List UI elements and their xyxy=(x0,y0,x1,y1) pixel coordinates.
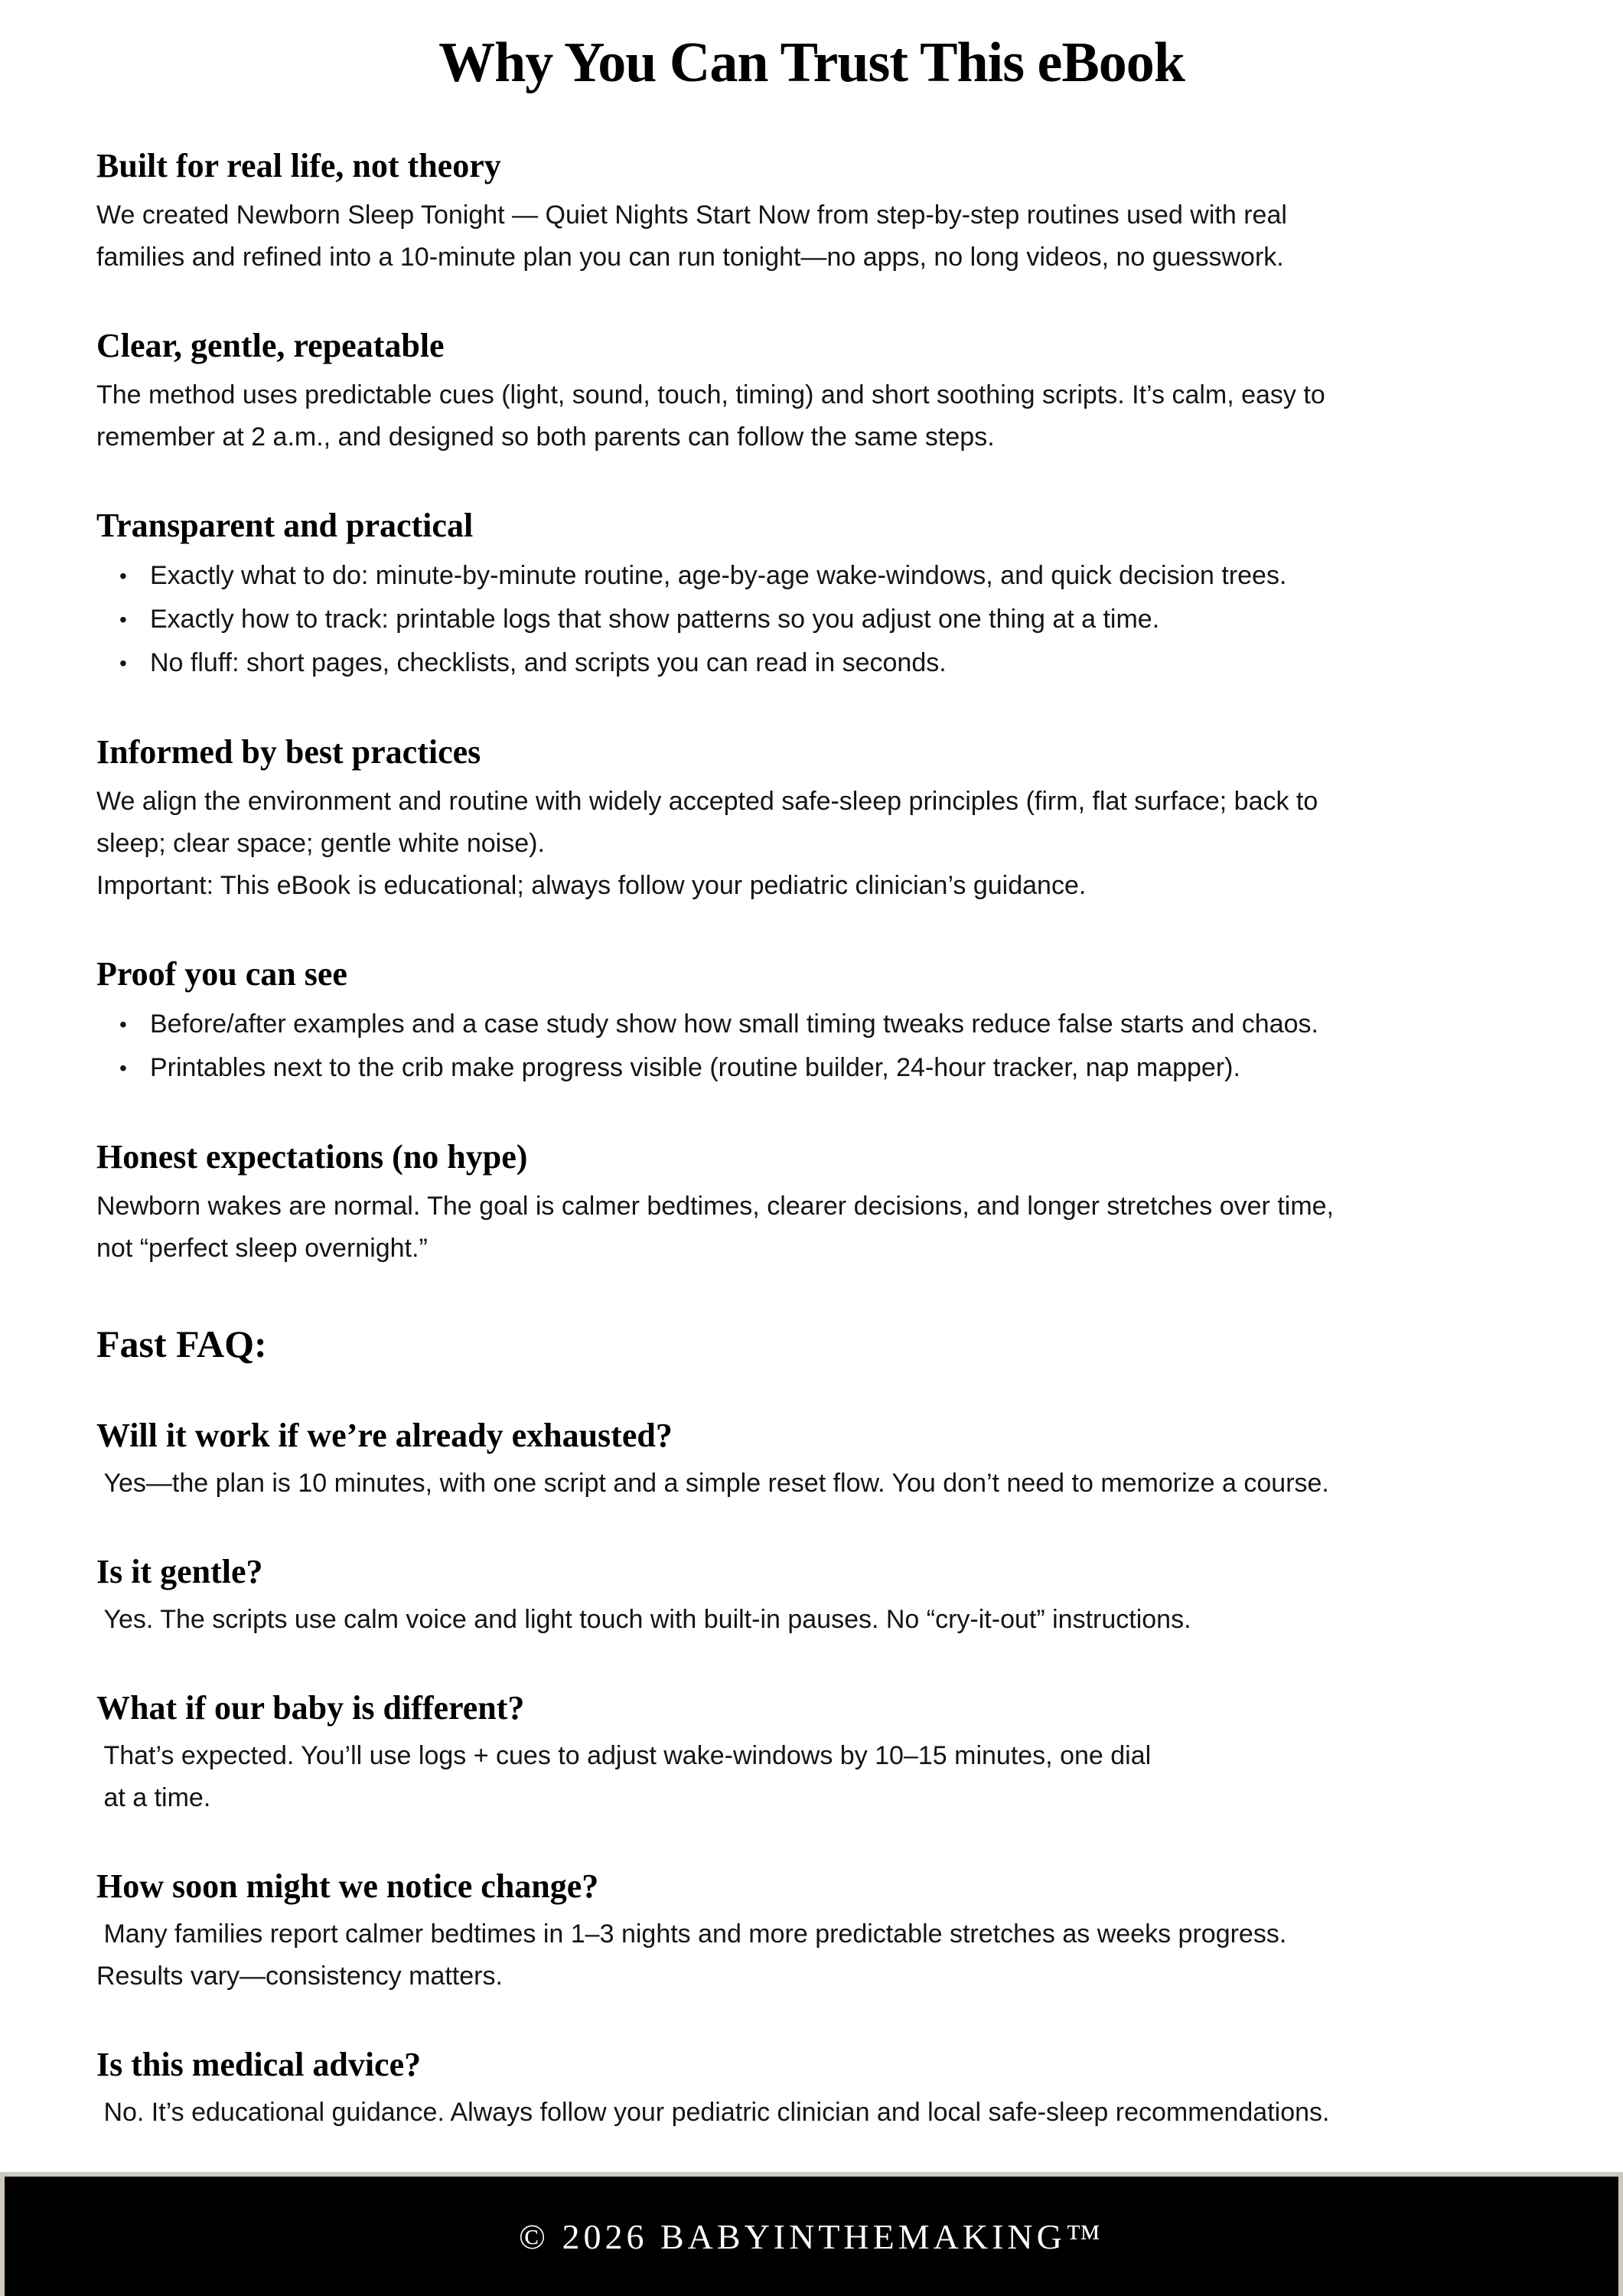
body-line: not “perfect sleep overnight.” xyxy=(96,1234,428,1264)
section-honest-expectations xyxy=(96,1136,1527,1270)
section-heading: Informed by best practices xyxy=(96,733,481,771)
faq-item-exhausted xyxy=(96,1414,1527,1505)
section-heading: Built for real life, not theory xyxy=(96,147,501,185)
body-line: families and refined into a 10-minute plan you can run tonight—no apps, no long videos, no guesswork. xyxy=(96,243,1284,272)
faq-question: Is this medical advice? xyxy=(96,2045,422,2083)
bullet-item: • Exactly how to track: printable logs that show patterns so you adjust one thing at a time. xyxy=(96,598,1527,641)
bullet-item: • Exactly what to do: minute-by-minute routine, age-by-age wake-windows, and quick decision trees. xyxy=(96,554,1527,598)
faq-question: What if our baby is different? xyxy=(96,1688,525,1727)
faq-item-how-soon xyxy=(96,1865,1527,1998)
section-heading: Honest expectations (no hype) xyxy=(96,1138,528,1176)
bullet-list xyxy=(96,1003,1527,1090)
body-line: We align the environment and routine with widely accepted safe-sleep principles (firm, flat surface; back to xyxy=(96,787,1318,817)
footer-copyright: © 2026 BABYINTHEMAKING™ xyxy=(519,2216,1104,2256)
faq-answer-line: That’s expected. You’ll use logs + cues to adjust wake-windows by 10–15 minutes, one dial xyxy=(96,1740,1152,1770)
body-line: We created Newborn Sleep Tonight — Quiet Nights Start Now from step-by-step routines used with real xyxy=(96,201,1287,230)
faq-item-gentle xyxy=(96,1551,1527,1641)
section-proof-you-can-see xyxy=(96,953,1527,1090)
faq-answer-line: Yes—the plan is 10 minutes, with one script and a simple reset flow. You don’t need to memorize a course. xyxy=(96,1468,1329,1498)
page-title: Why You Can Trust This eBook xyxy=(438,31,1185,94)
section-clear-gentle-repeatable xyxy=(96,325,1527,458)
faq-answer-line: No. It’s educational guidance. Always follow your pediatric clinician and local safe-sleep recommendations. xyxy=(96,2097,1330,2127)
faq-item-baby-different xyxy=(96,1687,1527,1819)
section-informed-best-practices xyxy=(96,731,1527,907)
footer-bar xyxy=(5,2177,1618,2296)
bullet-list xyxy=(96,554,1527,685)
faq-title: Fast FAQ: xyxy=(96,1322,267,1366)
body-line: The method uses predictable cues (light, sound, touch, timing) and short soothing scripts. It’s calm, easy to xyxy=(96,380,1325,410)
faq-question: Will it work if we’re already exhausted? xyxy=(96,1416,673,1454)
faq-answer-line: Results vary—consistency matters. xyxy=(96,1961,503,1991)
body-line: sleep; clear space; gentle white noise). xyxy=(96,829,545,859)
faq-answer-line: at a time. xyxy=(96,1782,211,1812)
bullet-item: • No fluff: short pages, checklists, and scripts you can read in seconds. xyxy=(96,641,1527,685)
faq-item-medical-advice xyxy=(96,2043,1527,2134)
footer-frame xyxy=(0,2172,1623,2296)
section-heading: Transparent and practical xyxy=(96,507,474,545)
faq-answer-line: Many families report calmer bedtimes in 1–3 nights and more predictable stretches as weeks progress. xyxy=(96,1919,1287,1949)
section-built-for-real-life xyxy=(96,145,1527,279)
body-line: Important: This eBook is educational; always follow your pediatric clinician’s guidance. xyxy=(96,871,1087,901)
faq-question: Is it gentle? xyxy=(96,1552,263,1590)
section-transparent-practical xyxy=(96,504,1527,685)
section-heading: Proof you can see xyxy=(96,955,347,993)
section-heading: Clear, gentle, repeatable xyxy=(96,327,445,365)
body-line: remember at 2 a.m., and designed so both parents can follow the same steps. xyxy=(96,422,995,452)
faq-answer-line: Yes. The scripts use calm voice and light touch with built-in pauses. No “cry-it-out” instructions. xyxy=(96,1604,1191,1634)
faq-question: How soon might we notice change? xyxy=(96,1867,599,1905)
bullet-item: • Printables next to the crib make progress visible (routine builder, 24-hour tracker, nap mapper). xyxy=(96,1046,1527,1090)
body-line: Newborn wakes are normal. The goal is calmer bedtimes, clearer decisions, and longer stretches over time, xyxy=(96,1192,1334,1221)
bullet-item: • Before/after examples and a case study show how small timing tweaks reduce false starts and chaos. xyxy=(96,1003,1527,1046)
